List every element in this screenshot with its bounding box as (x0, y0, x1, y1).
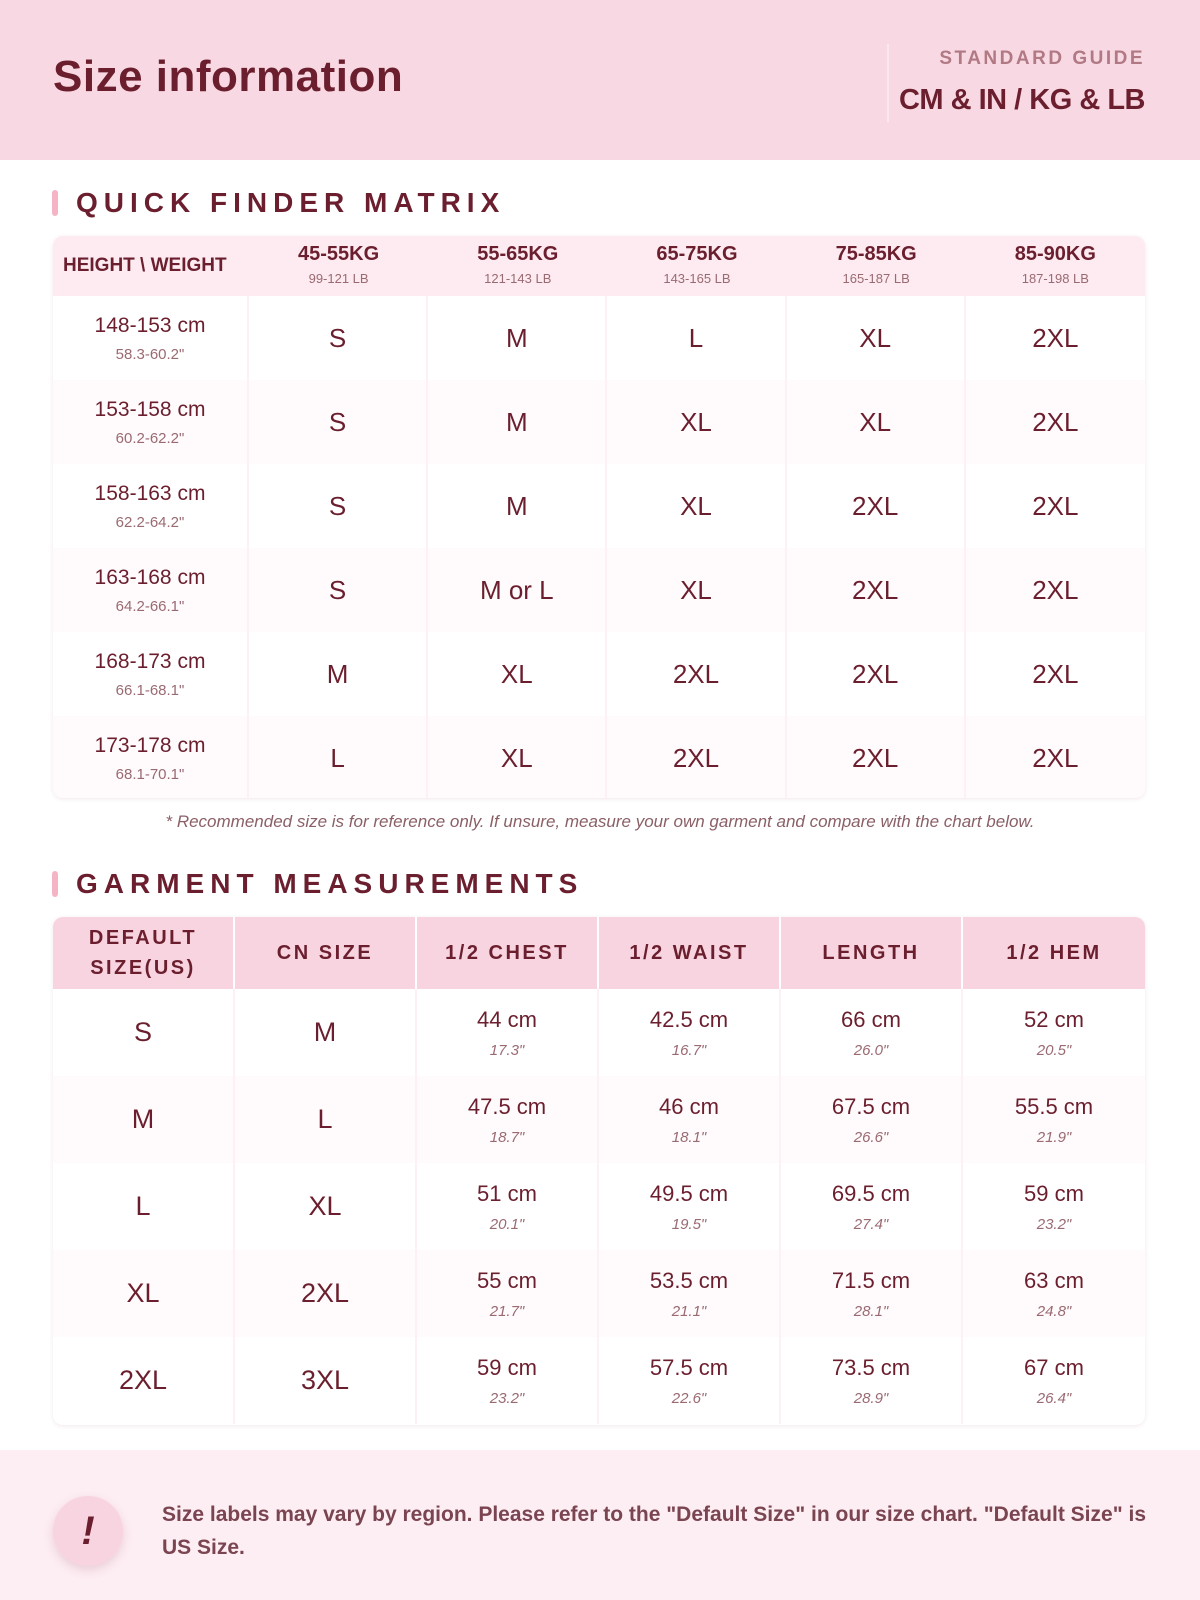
height-in: 62.2-64.2" (115, 514, 185, 531)
us-size-cell: M (53, 1076, 235, 1163)
size-cell: L (249, 716, 428, 798)
size-cell: M (249, 632, 428, 716)
exclamation-icon: ! (53, 1496, 123, 1566)
measurement-cell (417, 1250, 599, 1337)
height-cell (53, 716, 249, 798)
height-in: 68.1-70.1" (115, 766, 185, 783)
measurement-in: 26.6" (853, 1129, 889, 1146)
measurement-cell (963, 1337, 1145, 1424)
height-cell (53, 296, 249, 380)
matrix-row (53, 632, 1145, 716)
size-cell: M (428, 380, 607, 464)
weight-lb: 143-165 LB (663, 271, 731, 286)
measurement-in: 23.2" (1036, 1216, 1072, 1233)
measurement-cm: 51 cm (477, 1181, 537, 1206)
size-cell: S (249, 548, 428, 632)
us-size-cell: L (53, 1163, 235, 1250)
size-cell: XL (607, 380, 786, 464)
measurement-cell (963, 1250, 1145, 1337)
size-cell: 2XL (787, 716, 966, 798)
size-cell: 2XL (607, 632, 786, 716)
measurement-cm: 49.5 cm (649, 1181, 729, 1206)
measurement-cell (599, 989, 781, 1076)
measurement-in: 18.7" (489, 1129, 525, 1146)
measurement-in: 17.3" (489, 1042, 525, 1059)
height-cell (53, 548, 249, 632)
size-cell: XL (787, 296, 966, 380)
weight-column-header (607, 236, 786, 296)
measurement-cm: 73.5 cm (831, 1355, 911, 1380)
size-cell: XL (787, 380, 966, 464)
measurement-cell (599, 1076, 781, 1163)
measurement-in: 16.7" (671, 1042, 707, 1059)
page-header (0, 0, 1200, 160)
column-header: LENGTH (781, 917, 963, 989)
column-header: 1/2 CHEST (417, 917, 599, 989)
measurement-in: 28.1" (853, 1303, 889, 1320)
matrix-row (53, 296, 1145, 380)
garment-row (53, 1163, 1145, 1250)
measurement-in: 20.1" (489, 1216, 525, 1233)
measurement-in: 27.4" (853, 1216, 889, 1233)
weight-column-header (966, 236, 1145, 296)
size-cell: 2XL (1032, 574, 1079, 605)
notice-text: Size labels may vary by region. Please refer to the "Default Size" in our size chart. "Default Size" is US Size. (162, 1503, 1146, 1559)
height-cell (53, 380, 249, 464)
cn-size-cell: 2XL (235, 1250, 417, 1337)
garment-header-row (53, 917, 1145, 989)
measurement-in: 20.5" (1036, 1042, 1072, 1059)
measurement-in: 26.4" (1036, 1390, 1072, 1407)
measurement-cm: 67 cm (1024, 1355, 1084, 1380)
column-header: 1/2 WAIST (599, 917, 781, 989)
matrix-row (53, 464, 1145, 548)
measurement-cm: 53.5 cm (649, 1268, 729, 1293)
size-cell: XL (607, 464, 786, 548)
measurement-cell (781, 1337, 963, 1424)
quick-finder-heading (52, 187, 505, 219)
weight-lb: 99-121 LB (308, 271, 369, 286)
measurement-cm: 71.5 cm (831, 1268, 911, 1293)
cn-size-cell: M (235, 989, 417, 1076)
region-notice (0, 1450, 1200, 1600)
column-header: DEFAULT SIZE(US) (53, 917, 235, 989)
height-cm: 168-173 cm (94, 650, 206, 673)
size-cell: M (428, 464, 607, 548)
measurement-cm: 44 cm (477, 1007, 537, 1032)
size-cell: M (428, 296, 607, 380)
garment-row (53, 1337, 1145, 1424)
height-in: 60.2-62.2" (115, 430, 185, 447)
size-cell: XL (428, 632, 607, 716)
size-cell: 2XL (787, 632, 966, 716)
cn-size-cell: 3XL (235, 1337, 417, 1424)
garment-row (53, 1250, 1145, 1337)
size-cell: 2XL (787, 464, 966, 548)
weight-lb: 187-198 LB (1021, 271, 1089, 286)
measurement-cm: 46 cm (659, 1094, 719, 1119)
measurement-cm: 66 cm (841, 1007, 901, 1032)
measurement-cell (781, 1250, 963, 1337)
measurement-cell (599, 1250, 781, 1337)
height-cm: 153-158 cm (94, 398, 206, 421)
height-in: 66.1-68.1" (115, 682, 185, 699)
measurement-cm: 55 cm (477, 1268, 537, 1293)
measurement-in: 26.0" (853, 1042, 889, 1059)
measurement-cm: 57.5 cm (649, 1355, 729, 1380)
height-cell (53, 632, 249, 716)
weight-kg: 65-75KG (656, 243, 738, 265)
weight-column-header (249, 236, 428, 296)
us-size-cell: XL (53, 1250, 235, 1337)
us-size-cell: 2XL (53, 1337, 235, 1424)
measurement-cell (963, 1076, 1145, 1163)
measurement-cell (417, 989, 599, 1076)
measurement-in: 24.8" (1036, 1303, 1072, 1320)
column-header: 1/2 HEM (1006, 942, 1102, 964)
height-cm: 173-178 cm (94, 734, 206, 757)
weight-column-header (428, 236, 607, 296)
matrix-corner-label: HEIGHT \ WEIGHT (63, 255, 227, 276)
height-cm: 163-168 cm (94, 566, 206, 589)
size-cell: L (607, 296, 786, 380)
matrix-row (53, 548, 1145, 632)
size-cell: 2XL (1032, 658, 1079, 689)
section-accent-bar (52, 871, 58, 897)
matrix-row (53, 716, 1145, 798)
weight-column-header (787, 236, 966, 296)
weight-kg: 75-85KG (835, 243, 917, 265)
guide-label: STANDARD GUIDE (939, 48, 1145, 69)
measurement-in: 21.9" (1036, 1129, 1072, 1146)
measurement-in: 21.7" (489, 1303, 525, 1320)
height-cell (53, 464, 249, 548)
size-cell: 2XL (1032, 406, 1079, 437)
measurement-cell (963, 1163, 1145, 1250)
height-cm: 148-153 cm (94, 314, 206, 337)
size-cell: 2XL (787, 548, 966, 632)
size-cell: S (249, 464, 428, 548)
measurement-cell (599, 1337, 781, 1424)
height-cm: 158-163 cm (94, 482, 206, 505)
size-cell: M or L (428, 548, 607, 632)
measurement-in: 21.1" (671, 1303, 707, 1320)
weight-kg: 55-65KG (477, 243, 559, 265)
page-title: Size information (53, 52, 404, 101)
quick-finder-matrix (53, 236, 1145, 798)
size-cell: 2XL (1032, 742, 1079, 773)
measurement-in: 28.9" (853, 1390, 889, 1407)
weight-lb: 165-187 LB (842, 271, 910, 286)
measurement-cm: 47.5 cm (467, 1094, 547, 1119)
weight-kg: 85-90KG (1014, 243, 1096, 265)
weight-lb: 121-143 LB (484, 271, 552, 286)
size-cell: S (249, 380, 428, 464)
measurement-in: 19.5" (671, 1216, 707, 1233)
measurement-cell (781, 1076, 963, 1163)
measurement-cell (417, 1163, 599, 1250)
section-accent-bar (52, 190, 58, 216)
measurement-cm: 63 cm (1024, 1268, 1084, 1293)
quick-finder-title: QUICK FINDER MATRIX (76, 187, 506, 218)
size-cell: S (249, 296, 428, 380)
column-header: CN SIZE (235, 917, 417, 989)
measurement-cm: 59 cm (1024, 1181, 1084, 1206)
garment-measurements-table (53, 917, 1145, 1425)
garment-heading (52, 868, 583, 900)
us-size-cell: S (53, 989, 235, 1076)
size-cell: 2XL (1032, 490, 1079, 521)
measurement-cell (781, 1163, 963, 1250)
measurement-in: 23.2" (489, 1390, 525, 1407)
cn-size-cell: XL (235, 1163, 417, 1250)
cn-size-cell: L (235, 1076, 417, 1163)
measurement-cell (963, 989, 1145, 1076)
header-divider (887, 44, 889, 122)
measurement-cm: 42.5 cm (649, 1007, 729, 1032)
measurement-cell (599, 1163, 781, 1250)
height-in: 58.3-60.2" (115, 346, 185, 363)
matrix-row (53, 380, 1145, 464)
measurement-in: 18.1" (671, 1129, 707, 1146)
guide-units: CM & IN / KG & LB (898, 84, 1145, 116)
measurement-cell (417, 1337, 599, 1424)
measurement-cm: 59 cm (477, 1355, 537, 1380)
matrix-header-row (53, 236, 1145, 296)
garment-title: GARMENT MEASUREMENTS (76, 868, 584, 899)
garment-row (53, 989, 1145, 1076)
size-cell: 2XL (1032, 322, 1079, 353)
size-cell: 2XL (607, 716, 786, 798)
measurement-cm: 55.5 cm (1014, 1094, 1094, 1119)
measurement-cm: 69.5 cm (831, 1181, 911, 1206)
size-cell: XL (607, 548, 786, 632)
measurement-cm: 67.5 cm (831, 1094, 911, 1119)
measurement-cm: 52 cm (1024, 1007, 1084, 1032)
measurement-cell (417, 1076, 599, 1163)
size-cell: XL (428, 716, 607, 798)
measurement-cell (781, 989, 963, 1076)
weight-kg: 45-55KG (298, 243, 380, 265)
measurement-in: 22.6" (671, 1390, 707, 1407)
reference-note: * Recommended size is for reference only. If unsure, measure your own garment and compare with the chart below. (165, 812, 1035, 831)
garment-row (53, 1076, 1145, 1163)
height-in: 64.2-66.1" (115, 598, 185, 615)
